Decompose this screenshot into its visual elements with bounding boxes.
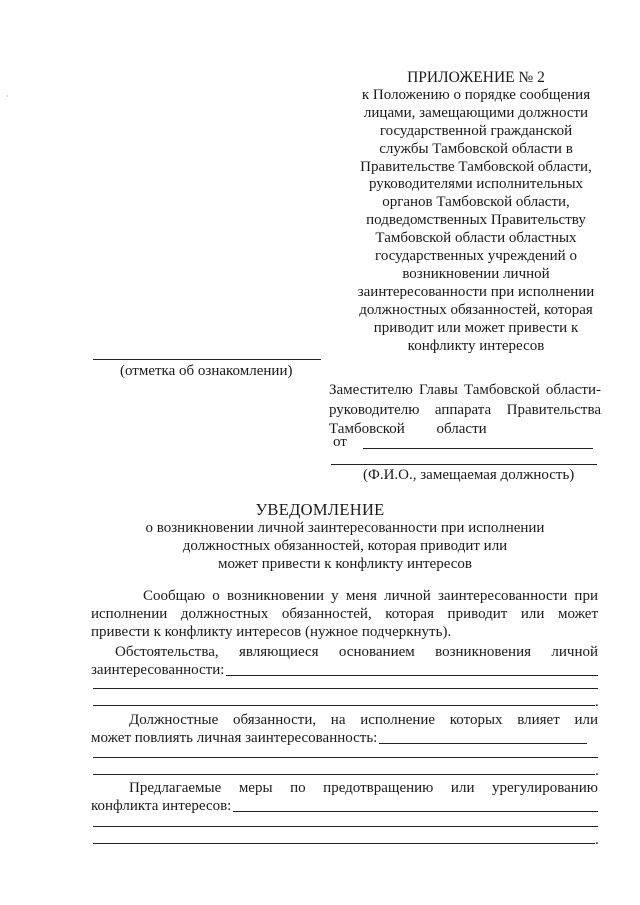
paragraph-line: Сообщаю о возникновении у меня личной заинтересованности при — [143, 588, 598, 604]
measures-field-line-3[interactable] — [93, 843, 595, 844]
paragraph-circumstances — [91, 643, 598, 679]
duties-label-row — [91, 729, 598, 747]
paragraph-duties — [91, 711, 598, 747]
from-field-line[interactable] — [363, 448, 593, 449]
addressee-line: Тамбовской области — [329, 421, 487, 437]
paragraph-line: Предлагаемые меры по предотвращению или урегулированию — [129, 780, 598, 796]
paragraph-line: привести к конфликту интересов (нужное подчеркнуть). — [91, 624, 452, 641]
circumstances-label: заинтересованности: — [91, 662, 225, 679]
addressee-line: руководителю аппарата Правительства — [329, 401, 601, 418]
from-label: от — [333, 434, 347, 450]
paragraph-measures — [91, 779, 598, 815]
duties-label: может повлиять личная заинтересованность: — [91, 730, 378, 747]
paragraph-line: исполнении должностных обязанностей, которая приводит или может — [91, 606, 598, 623]
measures-label: конфликта интересов: — [91, 798, 232, 815]
appendix-block — [346, 69, 606, 356]
appendix-title: ПРИЛОЖЕНИЕ № 2 — [407, 69, 545, 86]
measures-label-row — [91, 797, 598, 815]
fio-caption: (Ф.И.О., замещаемая должность) — [363, 467, 575, 483]
appendix-line: Правительстве Тамбовской области, — [360, 158, 592, 175]
acknowledgement-caption: (отметка об ознакомлении) — [120, 363, 293, 379]
subtitle-line: может привести к конфликту интересов — [217, 555, 472, 572]
paragraph-line: Обстоятельства, являющиеся основанием возникновения личной — [115, 644, 598, 660]
duties-field-line[interactable] — [379, 743, 587, 744]
measures-field-line[interactable] — [233, 811, 598, 812]
appendix-line: возникновении личной — [402, 265, 550, 282]
appendix-line: к Положению о порядке сообщения — [361, 86, 591, 103]
appendix-line: руководителями исполнительных — [368, 176, 584, 193]
appendix-line: конфликту интересов — [407, 337, 545, 354]
appendix-line: органов Тамбовской области, — [382, 194, 570, 211]
appendix-line: государственных учреждений о — [375, 248, 577, 265]
circumstances-label-row — [91, 661, 598, 679]
scan-edge-mark: · — [6, 92, 9, 101]
circumstances-field-line-2[interactable] — [93, 688, 598, 689]
end-mark: . — [595, 694, 599, 710]
duties-field-line-2[interactable] — [93, 757, 598, 758]
subtitle-line: о возникновении личной заинтересованности при исполнении — [145, 520, 545, 536]
document-title: УВЕДОМЛЕНИЕ — [255, 500, 385, 519]
appendix-line: Тамбовской области областных — [375, 230, 577, 247]
appendix-line: заинтересованности при исполнении — [357, 283, 595, 300]
appendix-line: подведомственных Правительству — [366, 212, 586, 229]
appendix-line: службы Тамбовской области в — [379, 140, 573, 157]
addressee-block — [329, 381, 601, 440]
end-mark: . — [595, 763, 599, 779]
from-field-line-2[interactable] — [331, 464, 597, 465]
end-mark: . — [595, 832, 599, 848]
duties-field-line-3[interactable] — [93, 774, 595, 775]
appendix-line: государственной гражданской — [379, 122, 573, 139]
document-subtitle — [120, 520, 570, 573]
subtitle-line: должностных обязанностей, которая приводит или — [182, 537, 508, 554]
measures-field-line-2[interactable] — [93, 826, 598, 827]
acknowledgement-signature-line — [93, 359, 321, 360]
appendix-line: приводит или может привести к — [373, 319, 579, 336]
appendix-line: лицами, замещающими должности — [363, 104, 589, 121]
addressee-line: Заместителю Главы Тамбовской области- — [329, 382, 601, 398]
circumstances-field-line[interactable] — [226, 675, 598, 676]
circumstances-field-line-3[interactable] — [93, 705, 595, 706]
paragraph-line: Должностные обязанности, на исполнение которых влияет или — [129, 712, 598, 728]
paragraph-intro — [91, 587, 598, 642]
appendix-line: должностных обязанностей, которая — [359, 301, 593, 318]
